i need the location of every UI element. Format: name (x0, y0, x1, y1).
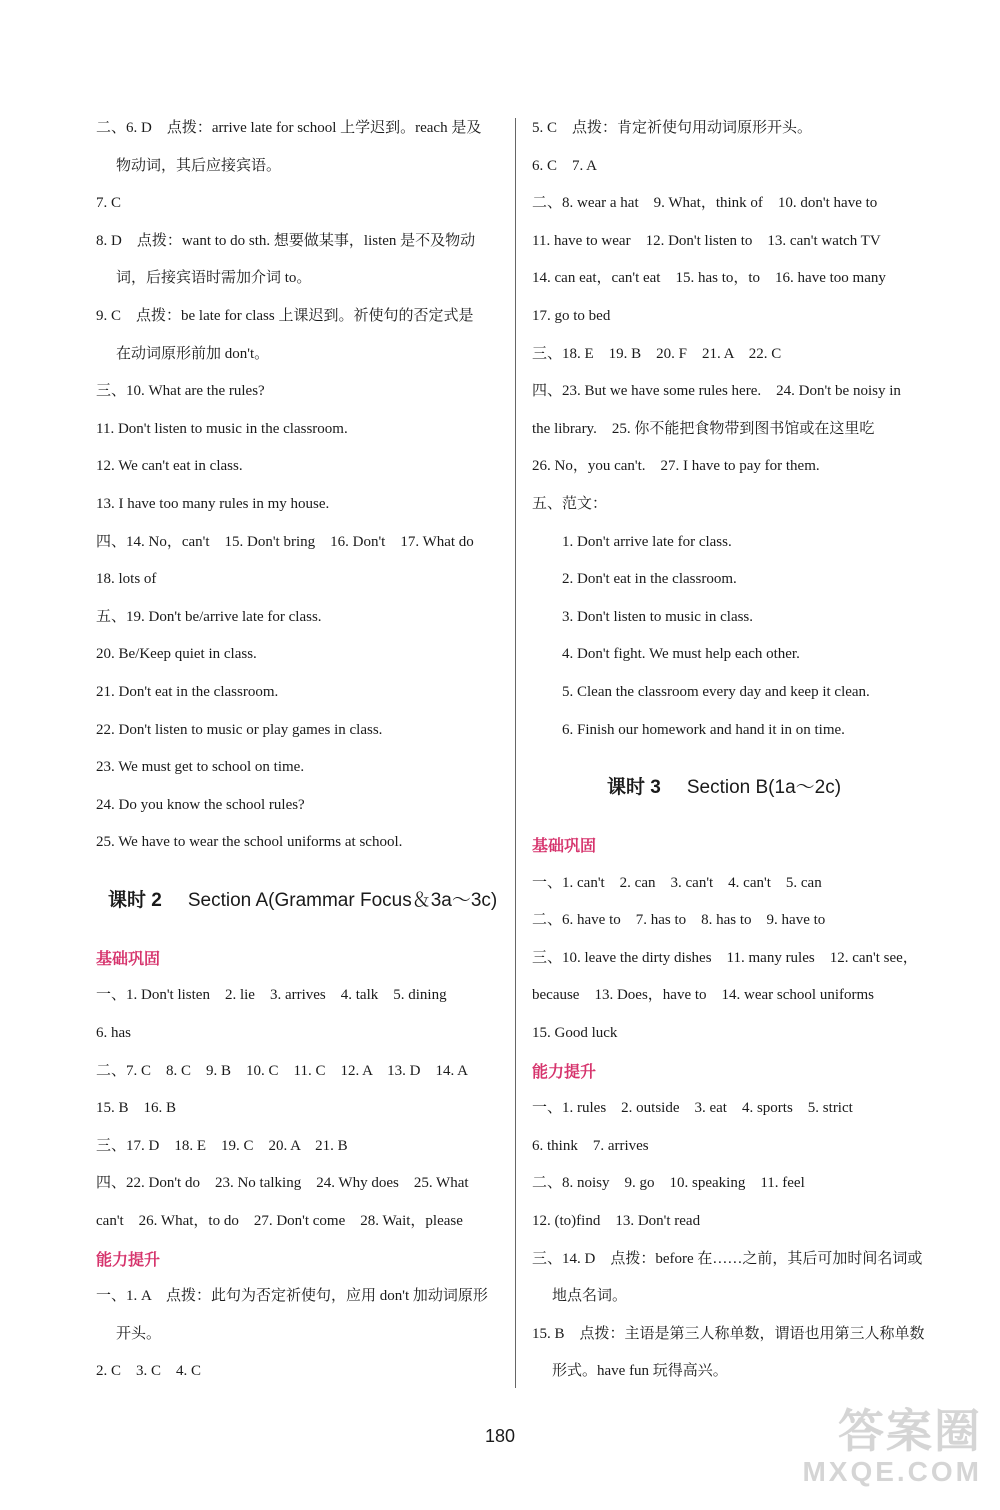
answer-line: 二、7. C 8. C 9. B 10. C 11. C 12. A 13. D 14. A (96, 1062, 468, 1079)
answer-line: 14. can eat，can't eat 15. has to，to 16. have too many (532, 270, 886, 287)
answer-line: 开头。 (116, 1325, 162, 1342)
answer-line: 5. Clean the classroom every day and keep it clean. (562, 683, 870, 700)
right-answers-block-2 (532, 865, 952, 1053)
answer-line: 四、14. No，can't 15. Don't bring 16. Don't 17. What do (96, 533, 474, 550)
answer-line: can't 26. What，to do 27. Don't come 28. Wait，please (96, 1213, 463, 1230)
ability-improvement-heading: 能力提升 (532, 1061, 597, 1081)
answer-line: 地点名词。 (552, 1288, 628, 1305)
answer-line: 形式。have fun 玩得高兴。 (552, 1363, 728, 1380)
watermark-top: 答案圈 (838, 1404, 982, 1458)
answer-line: 一、1. Don't listen 2. lie 3. arrives 4. talk 5. dining (96, 987, 447, 1004)
page-number: 180 (484, 1426, 516, 1446)
lesson-2-label: 课时 2 (108, 889, 162, 911)
lesson-2-heading (96, 862, 506, 940)
ability-improvement-heading: 能力提升 (96, 1249, 161, 1269)
answer-line: 三、18. E 19. B 20. F 21. A 22. C (532, 345, 782, 362)
answer-line: 二、6. have to 7. has to 8. has to 9. have to (532, 912, 826, 929)
answer-line: 18. lots of (96, 571, 157, 588)
left-answers-block-2 (96, 977, 506, 1240)
answer-line: 26. No，you can't. 27. I have to pay for them. (532, 458, 820, 475)
answer-line: 13. I have too many rules in my house. (96, 495, 330, 512)
right-answers-block-3 (532, 1090, 952, 1391)
left-column (96, 110, 506, 1391)
answer-line: 1. Don't arrive late for class. (562, 533, 732, 550)
answer-line: 四、22. Don't do 23. No talking 24. Why does 25. What (96, 1175, 469, 1192)
answer-line: 24. Do you know the school rules? (96, 796, 305, 813)
answer-line: 6. C 7. A (532, 157, 598, 174)
answer-line: 二、8. noisy 9. go 10. speaking 11. feel (532, 1175, 805, 1192)
column-divider (515, 118, 516, 1388)
lesson-3-heading (532, 749, 952, 827)
answer-line: 3. Don't listen to music in class. (562, 608, 754, 625)
answer-line: 五、范文： (532, 495, 608, 512)
answer-line: 6. has (96, 1025, 131, 1042)
answer-line: 一、1. rules 2. outside 3. eat 4. sports 5. strict (532, 1100, 853, 1117)
answer-line: 12. We can't eat in class. (96, 458, 243, 475)
right-column (532, 110, 952, 1391)
answer-line: 11. Don't listen to music in the classroom. (96, 420, 348, 437)
basic-consolidation-heading: 基础巩固 (532, 836, 597, 856)
answer-line: 6. think 7. arrives (532, 1137, 649, 1154)
answer-line: 15. Good luck (532, 1025, 618, 1042)
answer-line: 三、17. D 18. E 19. C 20. A 21. B (96, 1137, 348, 1154)
answer-line: 9. C 点拨：be late for class 上课迟到。祈使句的否定式是 (96, 307, 474, 324)
model-essay (532, 524, 952, 750)
answer-line: 8. D 点拨：want to do sth. 想要做某事，listen 是不及物动 (96, 232, 476, 249)
answer-line: 23. We must get to school on time. (96, 759, 305, 776)
lesson-2-section: Section A(Grammar Focus＆3a～3c) (187, 889, 498, 911)
watermark-logo (787, 1406, 982, 1496)
answer-line: 四、23. But we have some rules here. 24. Don't be noisy in (532, 383, 901, 400)
answer-line: 词，后接宾语时需加介词 to。 (116, 270, 312, 287)
answer-line: 15. B 16. B (96, 1100, 177, 1117)
answer-line: 22. Don't listen to music or play games in class. (96, 721, 383, 738)
answer-line: 2. C 3. C 4. C (96, 1363, 202, 1380)
answer-line: 一、1. can't 2. can 3. can't 4. can't 5. can (532, 874, 822, 891)
answer-line: 12. (to)find 13. Don't read (532, 1213, 701, 1230)
answer-line: the library. 25. 你不能把食物带到图书馆或在这里吃 (532, 420, 875, 437)
answer-line: 6. Finish our homework and hand it in on time. (562, 721, 845, 738)
answer-line: 二、6. D 点拨：arrive late for school 上学迟到。reach 是及 (96, 120, 482, 136)
left-answers-block-3 (96, 1278, 506, 1391)
answer-line: 4. Don't fight. We must help each other. (562, 646, 800, 663)
answer-line: 二、8. wear a hat 9. What，think of 10. don't have to (532, 195, 878, 212)
answer-line: 三、10. leave the dirty dishes 11. many rules 12. can't see， (532, 949, 918, 966)
answer-line: 在动词原形前加 don't。 (116, 345, 270, 362)
answer-line: 25. We have to wear the school uniforms at school. (96, 834, 403, 851)
answer-line: 物动词，其后应接宾语。 (116, 157, 282, 174)
answer-line: 5. C 点拨：肯定祈使句用动词原形开头。 (532, 120, 813, 136)
answer-line: 20. Be/Keep quiet in class. (96, 646, 257, 663)
answer-line: 三、14. D 点拨：before 在……之前，其后可加时间名词或 (532, 1250, 923, 1267)
lesson-3-section: Section B(1a～2c) (686, 777, 842, 799)
answer-line: 17. go to bed (532, 307, 611, 324)
answer-line: 7. C (96, 195, 122, 212)
watermark-bottom: MXQE.COM (802, 1456, 982, 1487)
answer-line: 21. Don't eat in the classroom. (96, 683, 279, 700)
answer-line: 2. Don't eat in the classroom. (562, 571, 737, 588)
answer-line: 三、10. What are the rules? (96, 383, 265, 400)
answer-line: 15. B 点拨：主语是第三人称单数，谓语也用第三人称单数 (532, 1325, 925, 1342)
answer-line: 11. have to wear 12. Don't listen to 13. can't watch TV (532, 232, 881, 249)
answer-line: 一、1. A 点拨：此句为否定祈使句，应用 don't 加动词原形 (96, 1288, 488, 1305)
lesson-3-label: 课时 3 (607, 777, 661, 799)
answer-line: 五、19. Don't be/arrive late for class. (96, 608, 322, 625)
left-answers-block-1 (96, 110, 506, 862)
basic-consolidation-heading: 基础巩固 (96, 948, 161, 968)
answer-line: because 13. Does，have to 14. wear school uniforms (532, 987, 874, 1004)
right-answers-block-1 (532, 110, 952, 524)
